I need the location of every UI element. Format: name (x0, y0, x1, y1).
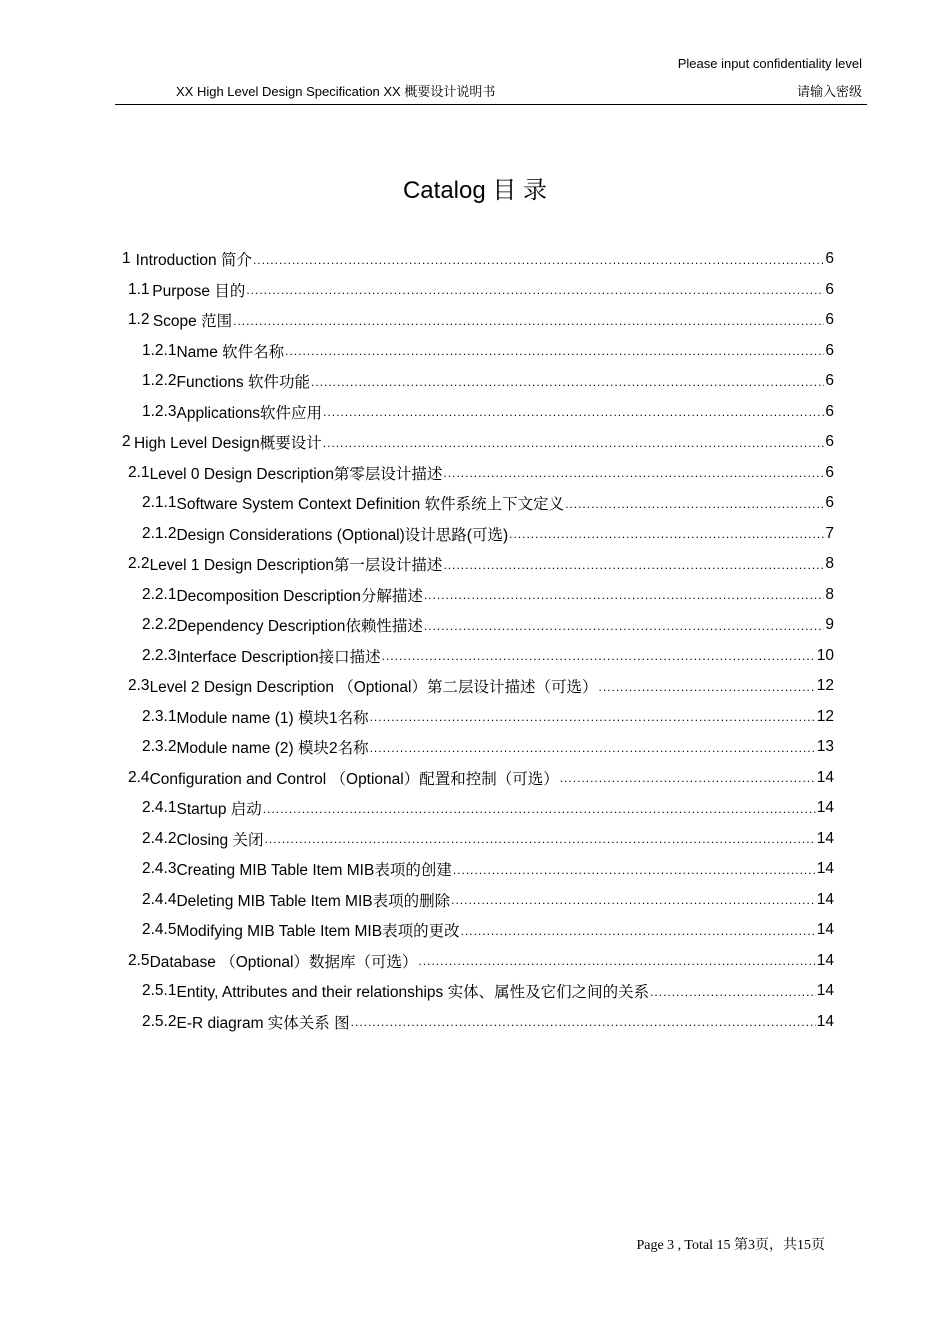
toc-entry-page-number: 6 (825, 280, 834, 298)
toc-entry[interactable] (122, 854, 834, 885)
toc-dot-leader (285, 344, 824, 366)
header-confidentiality-en: Please input confidentiality level (677, 56, 862, 71)
toc-entry-page-number: 14 (816, 860, 834, 878)
toc-entry[interactable] (122, 885, 834, 916)
toc-dot-leader (264, 832, 815, 854)
toc-entry[interactable] (122, 610, 834, 641)
toc-entry-page-number: 10 (816, 646, 834, 664)
toc-entry[interactable] (122, 793, 834, 824)
toc-entry-title: Scope 范围 (152, 313, 233, 331)
table-of-contents (122, 244, 834, 1037)
toc-entry-page-number: 14 (816, 829, 834, 847)
toc-entry-number: 2.1.1 (142, 494, 177, 512)
toc-entry-page-number: 12 (816, 677, 834, 695)
toc-entry-number: 2.4.3 (142, 860, 177, 878)
toc-entry-title: Name 软件名称 (176, 343, 285, 361)
toc-entry[interactable] (122, 366, 834, 397)
toc-dot-leader (253, 253, 824, 275)
toc-entry-number: 2.2.3 (142, 646, 177, 664)
toc-entry-number: 2.4.5 (142, 921, 177, 939)
toc-entry-number: 2.4.2 (142, 829, 177, 847)
toc-entry[interactable] (122, 1007, 834, 1038)
toc-entry-page-number: 8 (825, 585, 834, 603)
toc-dot-leader (509, 527, 824, 549)
toc-entry-number: 1.2.2 (142, 372, 177, 390)
toc-entry-page-number: 6 (825, 433, 834, 451)
toc-entry[interactable] (122, 244, 834, 275)
toc-entry-title: Introduction 简介 (135, 252, 252, 270)
toc-entry-number: 2 (122, 433, 131, 451)
toc-dot-leader (424, 588, 825, 610)
toc-entry-number: 2.1.2 (142, 524, 177, 542)
toc-dot-leader (323, 405, 824, 427)
toc-entry[interactable] (122, 580, 834, 611)
header-doc-title: XX High Level Design Specification XX 概要设计说明书 (176, 84, 496, 99)
toc-dot-leader (263, 802, 816, 824)
toc-entry[interactable] (122, 519, 834, 550)
toc-entry-page-number: 13 (816, 738, 834, 756)
page-footer: Page 3 , Total 15 第3页，共15页 (636, 1238, 825, 1253)
toc-entry-page-number: 14 (816, 890, 834, 908)
toc-entry-title: Database （Optional）数据库（可选） (149, 953, 418, 971)
toc-entry-number: 2.5.1 (142, 982, 177, 1000)
toc-entry-title: Module name (1) 模块1名称 (176, 709, 369, 727)
toc-entry-number: 2.1 (128, 463, 150, 481)
toc-entry-page-number: 6 (825, 494, 834, 512)
toc-entry-number: 2.4.4 (142, 890, 177, 908)
toc-entry[interactable] (122, 946, 834, 977)
toc-entry-page-number: 6 (825, 463, 834, 481)
toc-entry[interactable] (122, 732, 834, 763)
toc-entry-page-number: 9 (825, 616, 834, 634)
toc-entry-title: Interface Description接口描述 (176, 648, 381, 666)
toc-entry-page-number: 6 (825, 341, 834, 359)
toc-dot-leader (382, 649, 816, 671)
header-confidentiality-cn: 请输入密级 (796, 84, 862, 99)
toc-entry[interactable] (122, 305, 834, 336)
toc-entry-number: 2.2.1 (142, 585, 177, 603)
toc-entry-title: Purpose 目的 (152, 282, 246, 300)
toc-dot-leader (246, 283, 824, 305)
toc-entry-page-number: 14 (816, 982, 834, 1000)
toc-entry-title: Level 0 Design Description第零层设计描述 (149, 465, 443, 483)
toc-entry[interactable] (122, 336, 834, 367)
toc-entry-title: Deleting MIB Table Item MIB表项的删除 (176, 892, 451, 910)
toc-entry-page-number: 6 (825, 250, 834, 268)
toc-entry-title: Applications软件应用 (176, 404, 323, 422)
toc-entry-title: Modifying MIB Table Item MIB表项的更改 (176, 923, 460, 941)
toc-entry[interactable] (122, 549, 834, 580)
toc-entry-title: Module name (2) 模块2名称 (176, 740, 369, 758)
toc-entry-page-number: 8 (825, 555, 834, 573)
toc-entry[interactable] (122, 488, 834, 519)
toc-dot-leader (351, 1015, 816, 1037)
toc-dot-leader (424, 619, 825, 641)
toc-dot-leader (370, 710, 816, 732)
toc-dot-leader (565, 497, 824, 519)
toc-entry-number: 1.1 (128, 280, 150, 298)
toc-entry-title: Configuration and Control （Optional）配置和控制（可选） (149, 770, 559, 788)
toc-entry[interactable] (122, 824, 834, 855)
toc-entry-page-number: 6 (825, 372, 834, 390)
toc-entry-page-number: 12 (816, 707, 834, 725)
toc-entry-page-number: 14 (816, 951, 834, 969)
toc-entry-page-number: 6 (825, 311, 834, 329)
toc-entry-number: 2.3.1 (142, 707, 177, 725)
toc-dot-leader (453, 863, 816, 885)
toc-dot-leader (598, 680, 815, 702)
toc-entry-number: 2.4 (128, 768, 150, 786)
toc-entry-page-number: 7 (825, 524, 834, 542)
toc-entry[interactable] (122, 397, 834, 428)
toc-dot-leader (560, 771, 816, 793)
toc-entry-title: Dependency Description依赖性描述 (176, 618, 423, 636)
toc-entry[interactable] (122, 763, 834, 794)
page-title: Catalog 目 录 (402, 177, 548, 204)
toc-entry[interactable] (122, 671, 834, 702)
toc-entry-title: Software System Context Definition 软件系统上下文定义 (176, 496, 565, 514)
toc-dot-leader (311, 375, 824, 397)
toc-entry-number: 2.5 (128, 951, 150, 969)
toc-entry-title: Decomposition Description分解描述 (176, 587, 423, 605)
toc-entry-number: 1 (122, 250, 131, 268)
toc-entry-number: 1.2.1 (142, 341, 177, 359)
toc-dot-leader (370, 741, 816, 763)
toc-entry-page-number: 14 (816, 921, 834, 939)
toc-entry-title: Functions 软件功能 (176, 374, 310, 392)
toc-dot-leader (650, 985, 816, 1007)
toc-entry-title: Closing 关闭 (176, 831, 264, 849)
toc-entry-title: E-R diagram 实体关系 图 (176, 1014, 350, 1032)
toc-entry[interactable] (122, 702, 834, 733)
toc-entry-number: 2.3 (128, 677, 150, 695)
toc-entry-number: 2.5.2 (142, 1012, 177, 1030)
toc-entry[interactable] (122, 458, 834, 489)
toc-entry-page-number: 14 (816, 768, 834, 786)
toc-entry-number: 1.2 (128, 311, 150, 329)
toc-entry[interactable] (122, 915, 834, 946)
toc-entry-number: 2.3.2 (142, 738, 177, 756)
toc-entry[interactable] (122, 641, 834, 672)
toc-entry-title: Design Considerations (Optional)设计思路(可选) (176, 526, 509, 544)
toc-entry-page-number: 14 (816, 799, 834, 817)
toc-entry-title: Level 1 Design Description第一层设计描述 (149, 557, 443, 575)
toc-entry-title: Entity, Attributes and their relationships 实体、属性及它们之间的关系 (176, 984, 650, 1002)
toc-entry-number: 2.4.1 (142, 799, 177, 817)
header-divider (115, 104, 867, 105)
toc-entry-title: Startup 启动 (176, 801, 262, 819)
toc-entry-number: 2.2 (128, 555, 150, 573)
toc-dot-leader (443, 558, 824, 580)
toc-entry-title: Level 2 Design Description （Optional）第二层设计描述（可选） (149, 679, 598, 697)
toc-entry[interactable] (122, 275, 834, 306)
toc-dot-leader (461, 924, 816, 946)
toc-entry-title: Creating MIB Table Item MIB表项的创建 (176, 862, 452, 880)
toc-entry-title: High Level Design概要设计 (133, 435, 322, 453)
toc-dot-leader (451, 893, 816, 915)
toc-entry-page-number: 6 (825, 402, 834, 420)
toc-entry-number: 1.2.3 (142, 402, 177, 420)
toc-dot-leader (233, 314, 824, 336)
toc-entry-page-number: 14 (816, 1012, 834, 1030)
toc-dot-leader (443, 466, 824, 488)
toc-dot-leader (418, 954, 815, 976)
toc-entry[interactable] (122, 976, 834, 1007)
toc-entry[interactable] (122, 427, 834, 458)
toc-dot-leader (323, 436, 825, 458)
toc-entry-number: 2.2.2 (142, 616, 177, 634)
